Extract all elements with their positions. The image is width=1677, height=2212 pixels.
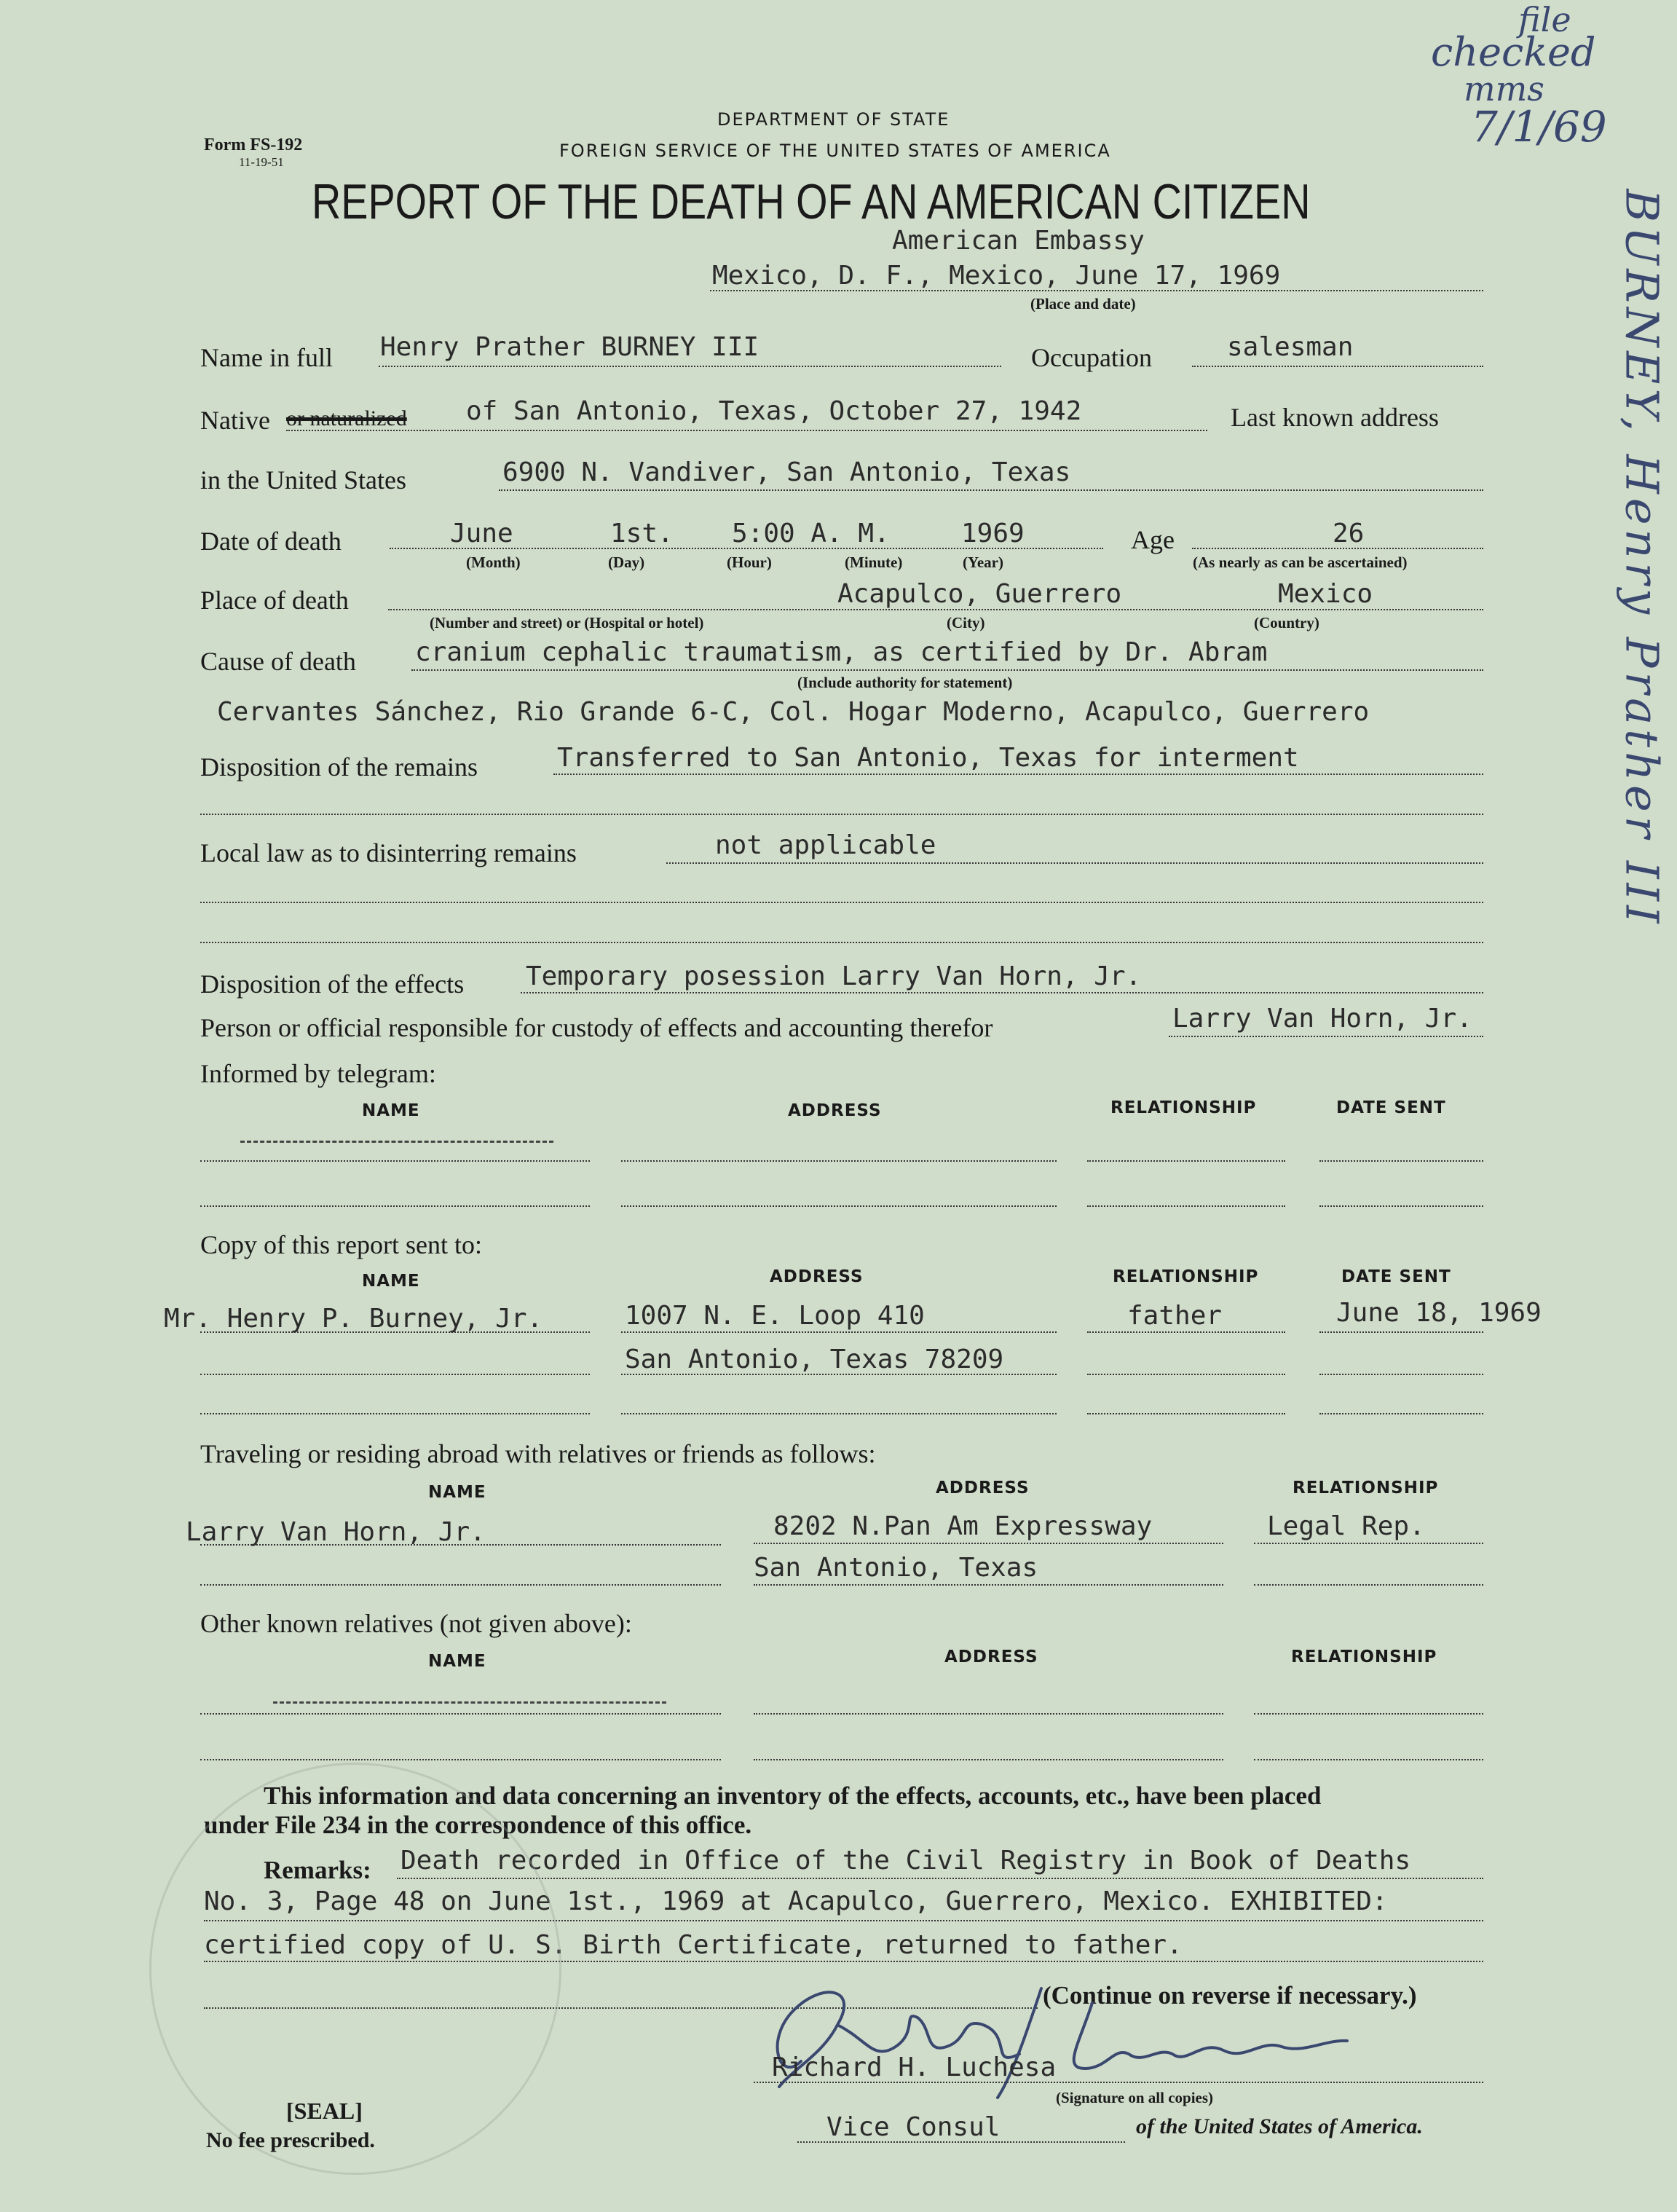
caption-hour: (Hour) <box>727 554 772 571</box>
document-title: REPORT OF THE DEATH OF AN AMERICAN CITIZEN <box>312 174 1311 229</box>
telegram-header-date: DATE SENT <box>1336 1098 1446 1117</box>
traveling-address-1: 8202 N.Pan Am Expressway <box>773 1511 1153 1541</box>
name-value: Henry Prather BURNEY III <box>380 332 759 362</box>
signature-title: Vice Consul <box>826 2112 1001 2142</box>
effects-value: Temporary posession Larry Van Horn, Jr. <box>526 961 1142 991</box>
traveling-address-2: San Antonio, Texas <box>754 1553 1038 1583</box>
fee-note: No fee prescribed. <box>206 2128 375 2152</box>
caption-street: (Number and street) or (Hospital or hotel) <box>430 614 704 631</box>
copy-header-date: DATE SENT <box>1341 1267 1451 1286</box>
name-label: Name in full <box>200 343 333 372</box>
age-value: 26 <box>1333 519 1365 548</box>
caption-year: (Year) <box>963 554 1003 571</box>
native-label: Native <box>200 406 270 435</box>
age-label: Age <box>1131 525 1175 554</box>
signature-name: Richard H. Luchesa <box>772 2052 1057 2082</box>
in-us-label: in the United States <box>200 465 406 495</box>
native-value: of San Antonio, Texas, October 27, 1942 <box>466 396 1082 426</box>
cause-line-1: cranium cephalic traumatism, as certified by Dr. Abram <box>415 637 1268 667</box>
inventory-line-2: under File 234 in the correspondence of this office. <box>204 1811 752 1839</box>
traveling-header-address: ADDRESS <box>936 1479 1030 1497</box>
last-address-label: Last known address <box>1231 403 1439 432</box>
annotation-date: 7/1/69 <box>1471 102 1607 151</box>
custody-value: Larry Van Horn, Jr. <box>1172 1004 1472 1034</box>
post-office: American Embassy <box>892 226 1145 256</box>
naturalized-struck: or naturalized <box>286 406 407 430</box>
traveling-header-name: NAME <box>428 1483 486 1502</box>
local-law-label: Local law as to disinterring remains <box>200 838 577 867</box>
form-number: Form FS-192 <box>204 135 303 154</box>
annotation-checked: checked <box>1431 29 1596 75</box>
copy-header-relationship: RELATIONSHIP <box>1113 1267 1259 1286</box>
form-date: 11-19-51 <box>239 155 284 169</box>
traveling-relationship: Legal Rep. <box>1267 1511 1425 1541</box>
custody-label: Person or official responsible for custody of effects and accounting therefor <box>200 1013 993 1042</box>
remarks-line-3: certified copy of U. S. Birth Certificate, returned to father. <box>204 1930 1183 1960</box>
cause-line-2: Cervantes Sánchez, Rio Grande 6-C, Col. Hogar Moderno, Acapulco, Guerrero <box>217 697 1370 727</box>
cause-of-death-label: Cause of death <box>200 647 356 676</box>
telegram-header-address: ADDRESS <box>788 1101 882 1120</box>
death-time: 5:00 A. M. <box>732 519 890 548</box>
remarks-label: Remarks: <box>264 1856 371 1884</box>
effects-label: Disposition of the effects <box>200 969 465 999</box>
death-city: Acapulco, Guerrero <box>837 579 1122 609</box>
place-date-caption: (Place and date) <box>1030 295 1136 312</box>
telegram-header-name: NAME <box>362 1101 420 1120</box>
other-relatives-label: Other known relatives (not given above): <box>200 1609 632 1638</box>
death-year: 1969 <box>961 519 1025 548</box>
annotation-file: file <box>1518 0 1571 39</box>
death-country: Mexico <box>1278 579 1373 609</box>
caption-day: (Day) <box>608 554 645 571</box>
place-of-death-label: Place of death <box>200 586 349 615</box>
caption-month: (Month) <box>466 554 521 571</box>
signature-scrawl <box>750 1959 1369 2105</box>
copy-header-address: ADDRESS <box>770 1267 864 1286</box>
telegram-header-relationship: RELATIONSHIP <box>1110 1098 1257 1117</box>
signature-suffix: of the United States of America. <box>1136 2114 1423 2138</box>
traveling-name: Larry Van Horn, Jr. <box>186 1517 486 1547</box>
department-heading: DEPARTMENT OF STATE <box>717 109 950 130</box>
copy-header-name: NAME <box>362 1272 420 1291</box>
service-heading: FOREIGN SERVICE OF THE UNITED STATES OF AMERICA <box>559 141 1111 161</box>
seal-label: [SEAL] <box>286 2098 363 2124</box>
caption-city: (City) <box>947 614 985 631</box>
caption-country: (Country) <box>1254 614 1319 631</box>
copy-sent-label: Copy of this report sent to: <box>200 1230 482 1259</box>
us-address-value: 6900 N. Vandiver, San Antonio, Texas <box>502 457 1071 487</box>
copy-address-2: San Antonio, Texas 78209 <box>625 1345 1004 1374</box>
inventory-line-1: This information and data concerning an inventory of the effects, accounts, etc., have been placed <box>264 1782 1322 1810</box>
caption-age: (As nearly as can be ascertained) <box>1193 554 1408 571</box>
remains-value: Transferred to San Antonio, Texas for interment <box>557 743 1299 773</box>
caption-authority: (Include authority for statement) <box>797 674 1013 691</box>
telegram-label: Informed by telegram: <box>200 1059 436 1088</box>
other-header-relationship: RELATIONSHIP <box>1291 1648 1437 1666</box>
caption-minute: (Minute) <box>845 554 903 571</box>
local-law-value: not applicable <box>715 830 936 860</box>
remains-label: Disposition of the remains <box>200 752 478 782</box>
remarks-line-1: Death recorded in Office of the Civil Registry in Book of Deaths <box>400 1846 1411 1876</box>
copy-relationship: father <box>1127 1301 1223 1331</box>
place-date: Mexico, D. F., Mexico, June 17, 1969 <box>712 261 1281 291</box>
other-header-name: NAME <box>428 1652 486 1671</box>
other-header-address: ADDRESS <box>944 1648 1038 1666</box>
margin-annotation: BURNEY, Henry Prather III <box>1615 189 1669 928</box>
date-of-death-label: Date of death <box>200 527 342 556</box>
death-day: 1st. <box>610 519 674 548</box>
signature-caption: (Signature on all copies) <box>1056 2089 1214 2106</box>
remarks-line-2: No. 3, Page 48 on June 1st., 1969 at Acapulco, Guerrero, Mexico. EXHIBITED: <box>204 1886 1388 1916</box>
traveling-label: Traveling or residing abroad with relatives or friends as follows: <box>200 1439 876 1468</box>
traveling-header-relationship: RELATIONSHIP <box>1293 1479 1439 1497</box>
copy-name: Mr. Henry P. Burney, Jr. <box>164 1304 543 1334</box>
continue-note: (Continue on reverse if necessary.) <box>1043 1981 1417 2010</box>
occupation-label: Occupation <box>1031 343 1152 372</box>
death-month: June <box>450 519 513 548</box>
occupation-value: salesman <box>1227 332 1354 362</box>
annotation-initials: mms <box>1464 69 1544 109</box>
copy-date-sent: June 18, 1969 <box>1336 1298 1542 1328</box>
copy-address-1: 1007 N. E. Loop 410 <box>625 1301 925 1331</box>
